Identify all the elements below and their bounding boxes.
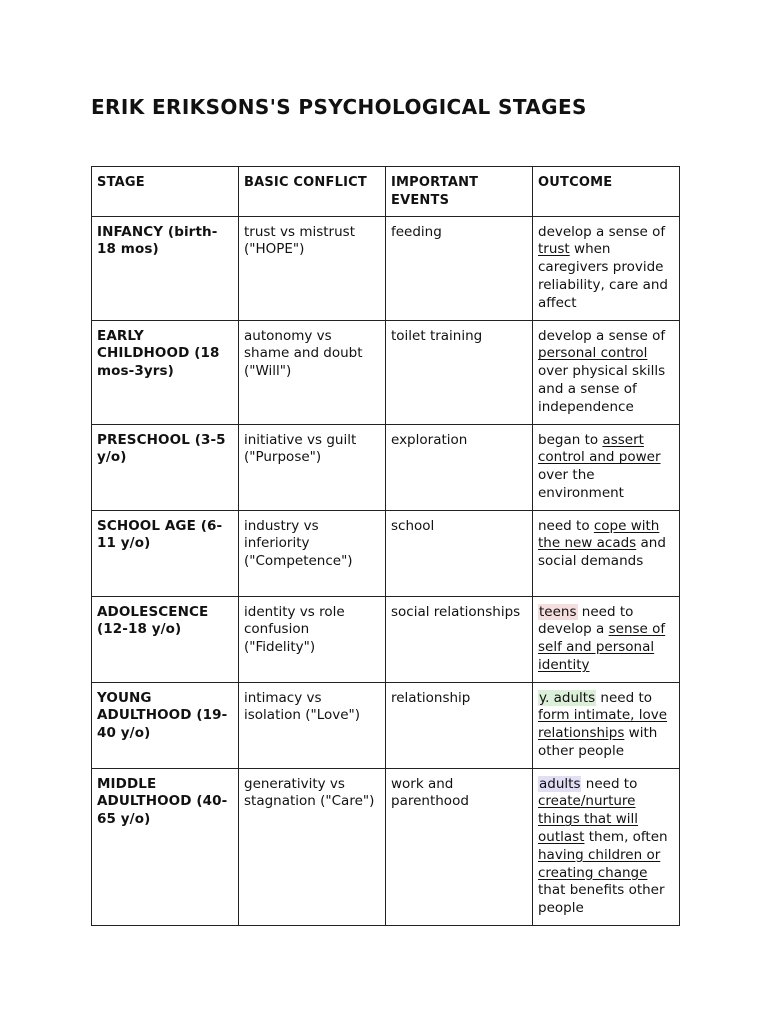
events-cell: work and parenthood (386, 768, 533, 925)
outcome-text: develop a sense of (538, 223, 666, 240)
outcome-cell (533, 510, 680, 596)
outcome-cell (533, 320, 680, 424)
header-stage: STAGE (92, 167, 239, 217)
events-cell: social relationships (386, 596, 533, 682)
highlighted-text: y. adults (539, 689, 596, 706)
underlined-text: personal control (538, 345, 648, 362)
table-row (92, 768, 680, 925)
underlined-text: assert control and power (538, 431, 661, 466)
highlighted-text: teens (539, 603, 577, 620)
outcome-text: need to develop a (538, 603, 634, 638)
table-row (92, 682, 680, 768)
outcome-cell (533, 216, 680, 320)
stage-cell: PRESCHOOL (3-5 y/o) (92, 424, 239, 510)
conflict-cell: autonomy vs shame and doubt ("Will") (239, 320, 386, 424)
outcome-text: that benefits other people (538, 882, 665, 917)
conflict-cell: initiative vs guilt ("Purpose") (239, 424, 386, 510)
outcome-text: over the environment (538, 467, 624, 501)
stage-cell: EARLY CHILDHOOD (18 mos-3yrs) (92, 320, 239, 424)
events-cell: toilet training (386, 320, 533, 424)
stage-cell: SCHOOL AGE (6-11 y/o) (92, 510, 239, 596)
table-row (92, 510, 680, 596)
conflict-cell: trust vs mistrust ("HOPE") (239, 216, 386, 320)
highlighted-text: adults (539, 775, 581, 792)
conflict-cell: generativity vs stagnation ("Care") (239, 768, 386, 925)
underlined-text: trust (538, 241, 570, 258)
conflict-cell: identity vs role confusion ("Fidelity") (239, 596, 386, 682)
header-outcome: OUTCOME (533, 167, 680, 217)
underlined-text: form intimate, love relationships (538, 707, 668, 742)
outcome-cell (533, 768, 680, 925)
events-cell: relationship (386, 682, 533, 768)
outcome-text: them, often (584, 828, 668, 845)
outcome-text: with other people (538, 725, 658, 759)
outcome-cell (533, 682, 680, 768)
conflict-cell: industry vs inferiority ("Competence") (239, 510, 386, 596)
table-row (92, 596, 680, 682)
outcome-text: when caregivers provide reliability, care and affect (538, 241, 668, 311)
table-row (92, 320, 680, 424)
header-important-events: IMPORTANT EVENTS (386, 167, 533, 217)
stages-table (91, 166, 680, 926)
outcome-text: develop a sense of (538, 327, 666, 344)
outcome-text: need to (596, 689, 652, 706)
header-basic-conflict: BASIC CONFLICT (239, 167, 386, 217)
outcome-cell (533, 424, 680, 510)
table-row (92, 216, 680, 320)
events-cell: exploration (386, 424, 533, 510)
conflict-cell: intimacy vs isolation ("Love") (239, 682, 386, 768)
underlined-text: cope with the new acads (538, 517, 660, 552)
outcome-text: need to (538, 517, 594, 534)
outcome-cell (533, 596, 680, 682)
underlined-text: sense of self and personal identity (538, 621, 666, 673)
events-cell: school (386, 510, 533, 596)
stage-cell: MIDDLE ADULTHOOD (40-65 y/o) (92, 768, 239, 925)
underlined-text: create/nurture things that will outlast (538, 793, 639, 845)
page-title: ERIK ERIKSONS'S PSYCHOLOGICAL STAGES (91, 95, 587, 119)
table-row (92, 424, 680, 510)
events-cell: feeding (386, 216, 533, 320)
stage-cell: YOUNG ADULTHOOD (19-40 y/o) (92, 682, 239, 768)
outcome-text: began to (538, 431, 603, 448)
outcome-text: need to (581, 775, 638, 792)
stage-cell: INFANCY (birth-18 mos) (92, 216, 239, 320)
outcome-text: and social demands (538, 535, 666, 570)
stage-cell: ADOLESCENCE (12-18 y/o) (92, 596, 239, 682)
table-header-row (92, 167, 680, 217)
outcome-text: over physical skills and a sense of independence (538, 363, 666, 415)
underlined-text: having children or creating change (538, 846, 661, 881)
